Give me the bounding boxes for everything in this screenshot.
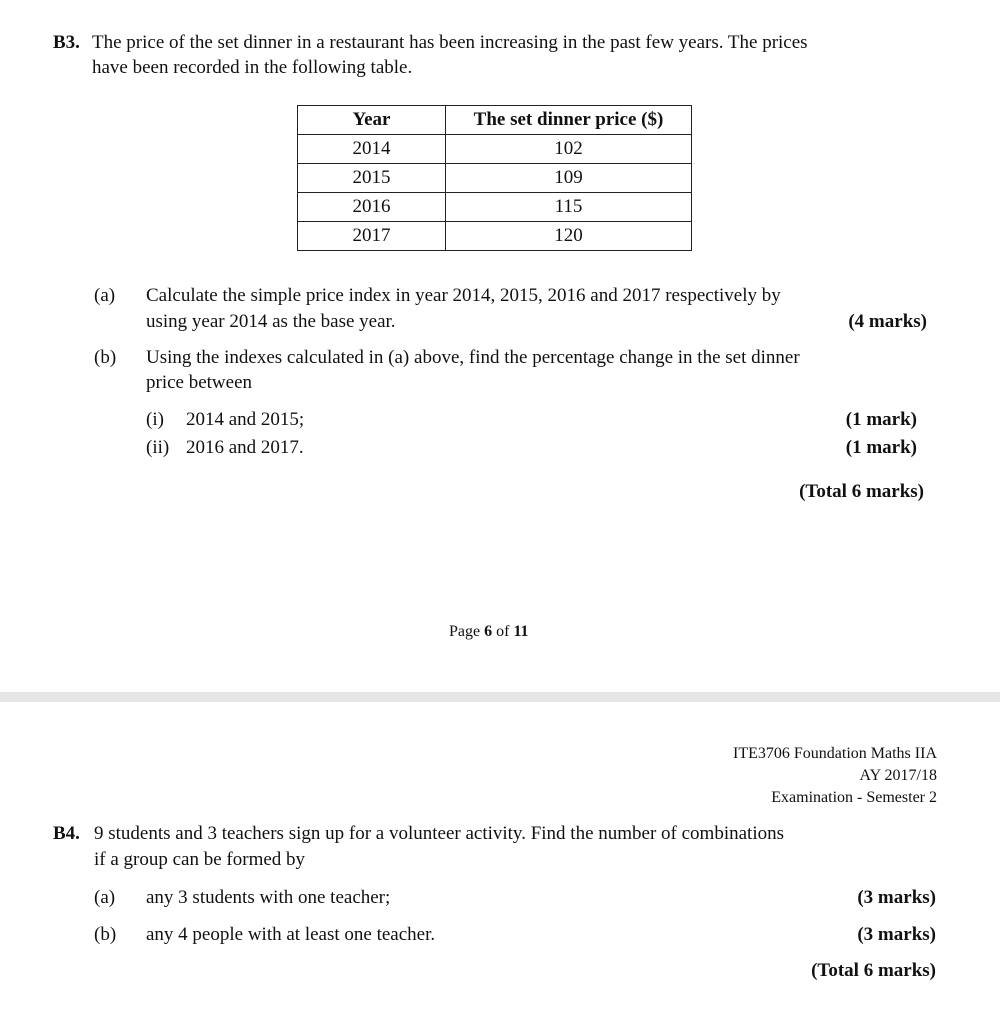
table-row <box>298 193 692 222</box>
part-b-label: (b) <box>94 347 117 368</box>
table-header-row <box>298 106 692 135</box>
table-cell-price: 102 <box>446 135 692 164</box>
part-a-line2: using year 2014 as the base year. <box>146 311 396 332</box>
table-row <box>298 222 692 251</box>
price-table <box>297 105 692 251</box>
b4-part-a-marks: (3 marks) <box>857 887 936 908</box>
part-a-label: (a) <box>94 285 116 306</box>
table-row <box>298 164 692 193</box>
table-cell-price: 115 <box>446 193 692 222</box>
part-a-line1: Calculate the simple price index in year 2014, 2015, 2016 and 2017 respectively by <box>146 285 781 306</box>
b4-part-a-text: any 3 students with one teacher; <box>146 887 391 908</box>
part-b-line2: price between <box>146 372 253 393</box>
total-pages: 11 <box>513 623 529 640</box>
table-cell-price: 120 <box>446 222 692 251</box>
page-separator <box>0 692 1000 702</box>
table-cell-year: 2014 <box>298 135 446 164</box>
b4-line1: 9 students and 3 teachers sign up for a volunteer activity. Find the number of combinations <box>94 823 785 844</box>
page-of: of <box>492 623 514 640</box>
b3-total-marks: (Total 6 marks) <box>799 481 924 502</box>
sub-ii-text: 2016 and 2017. <box>186 437 304 458</box>
exam-page-7 <box>0 702 1000 1015</box>
b4-line2: if a group can be formed by <box>94 849 306 870</box>
b4-part-b-text: any 4 people with at least one teacher. <box>146 924 436 945</box>
table-cell-year: 2015 <box>298 164 446 193</box>
table-cell-year: 2016 <box>298 193 446 222</box>
part-a-marks: (4 marks) <box>848 311 927 332</box>
sub-ii-marks: (1 mark) <box>845 437 917 458</box>
b4-part-a-label: (a) <box>94 887 116 908</box>
question-label-b4: B4. <box>53 823 80 844</box>
b3-intro-line1: The price of the set dinner in a restaurant has been increasing in the past few years. The prices <box>92 32 808 53</box>
b4-part-b-label: (b) <box>94 924 117 945</box>
current-page: 6 <box>484 623 493 640</box>
sub-ii-label: (ii) <box>146 437 170 458</box>
column-header-year: Year <box>298 106 446 135</box>
column-header-price: The set dinner price ($) <box>446 106 692 135</box>
table-cell-year: 2017 <box>298 222 446 251</box>
b3-intro-line2: have been recorded in the following table. <box>92 57 413 78</box>
question-label-b3: B3. <box>53 32 80 53</box>
page-number <box>449 623 529 641</box>
part-b-line1: Using the indexes calculated in (a) above, find the percentage change in the set dinner <box>146 347 800 368</box>
page-prefix: Page <box>449 623 485 640</box>
header-course: ITE3706 Foundation Maths IIA <box>733 745 937 762</box>
header-exam: Examination - Semester 2 <box>771 789 937 806</box>
sub-i-text: 2014 and 2015; <box>186 409 305 430</box>
header-year: AY 2017/18 <box>859 767 937 784</box>
b4-total-marks: (Total 6 marks) <box>811 960 936 981</box>
sub-i-label: (i) <box>146 409 164 430</box>
sub-i-marks: (1 mark) <box>845 409 917 430</box>
table-cell-price: 109 <box>446 164 692 193</box>
table-row <box>298 135 692 164</box>
b4-part-b-marks: (3 marks) <box>857 924 936 945</box>
